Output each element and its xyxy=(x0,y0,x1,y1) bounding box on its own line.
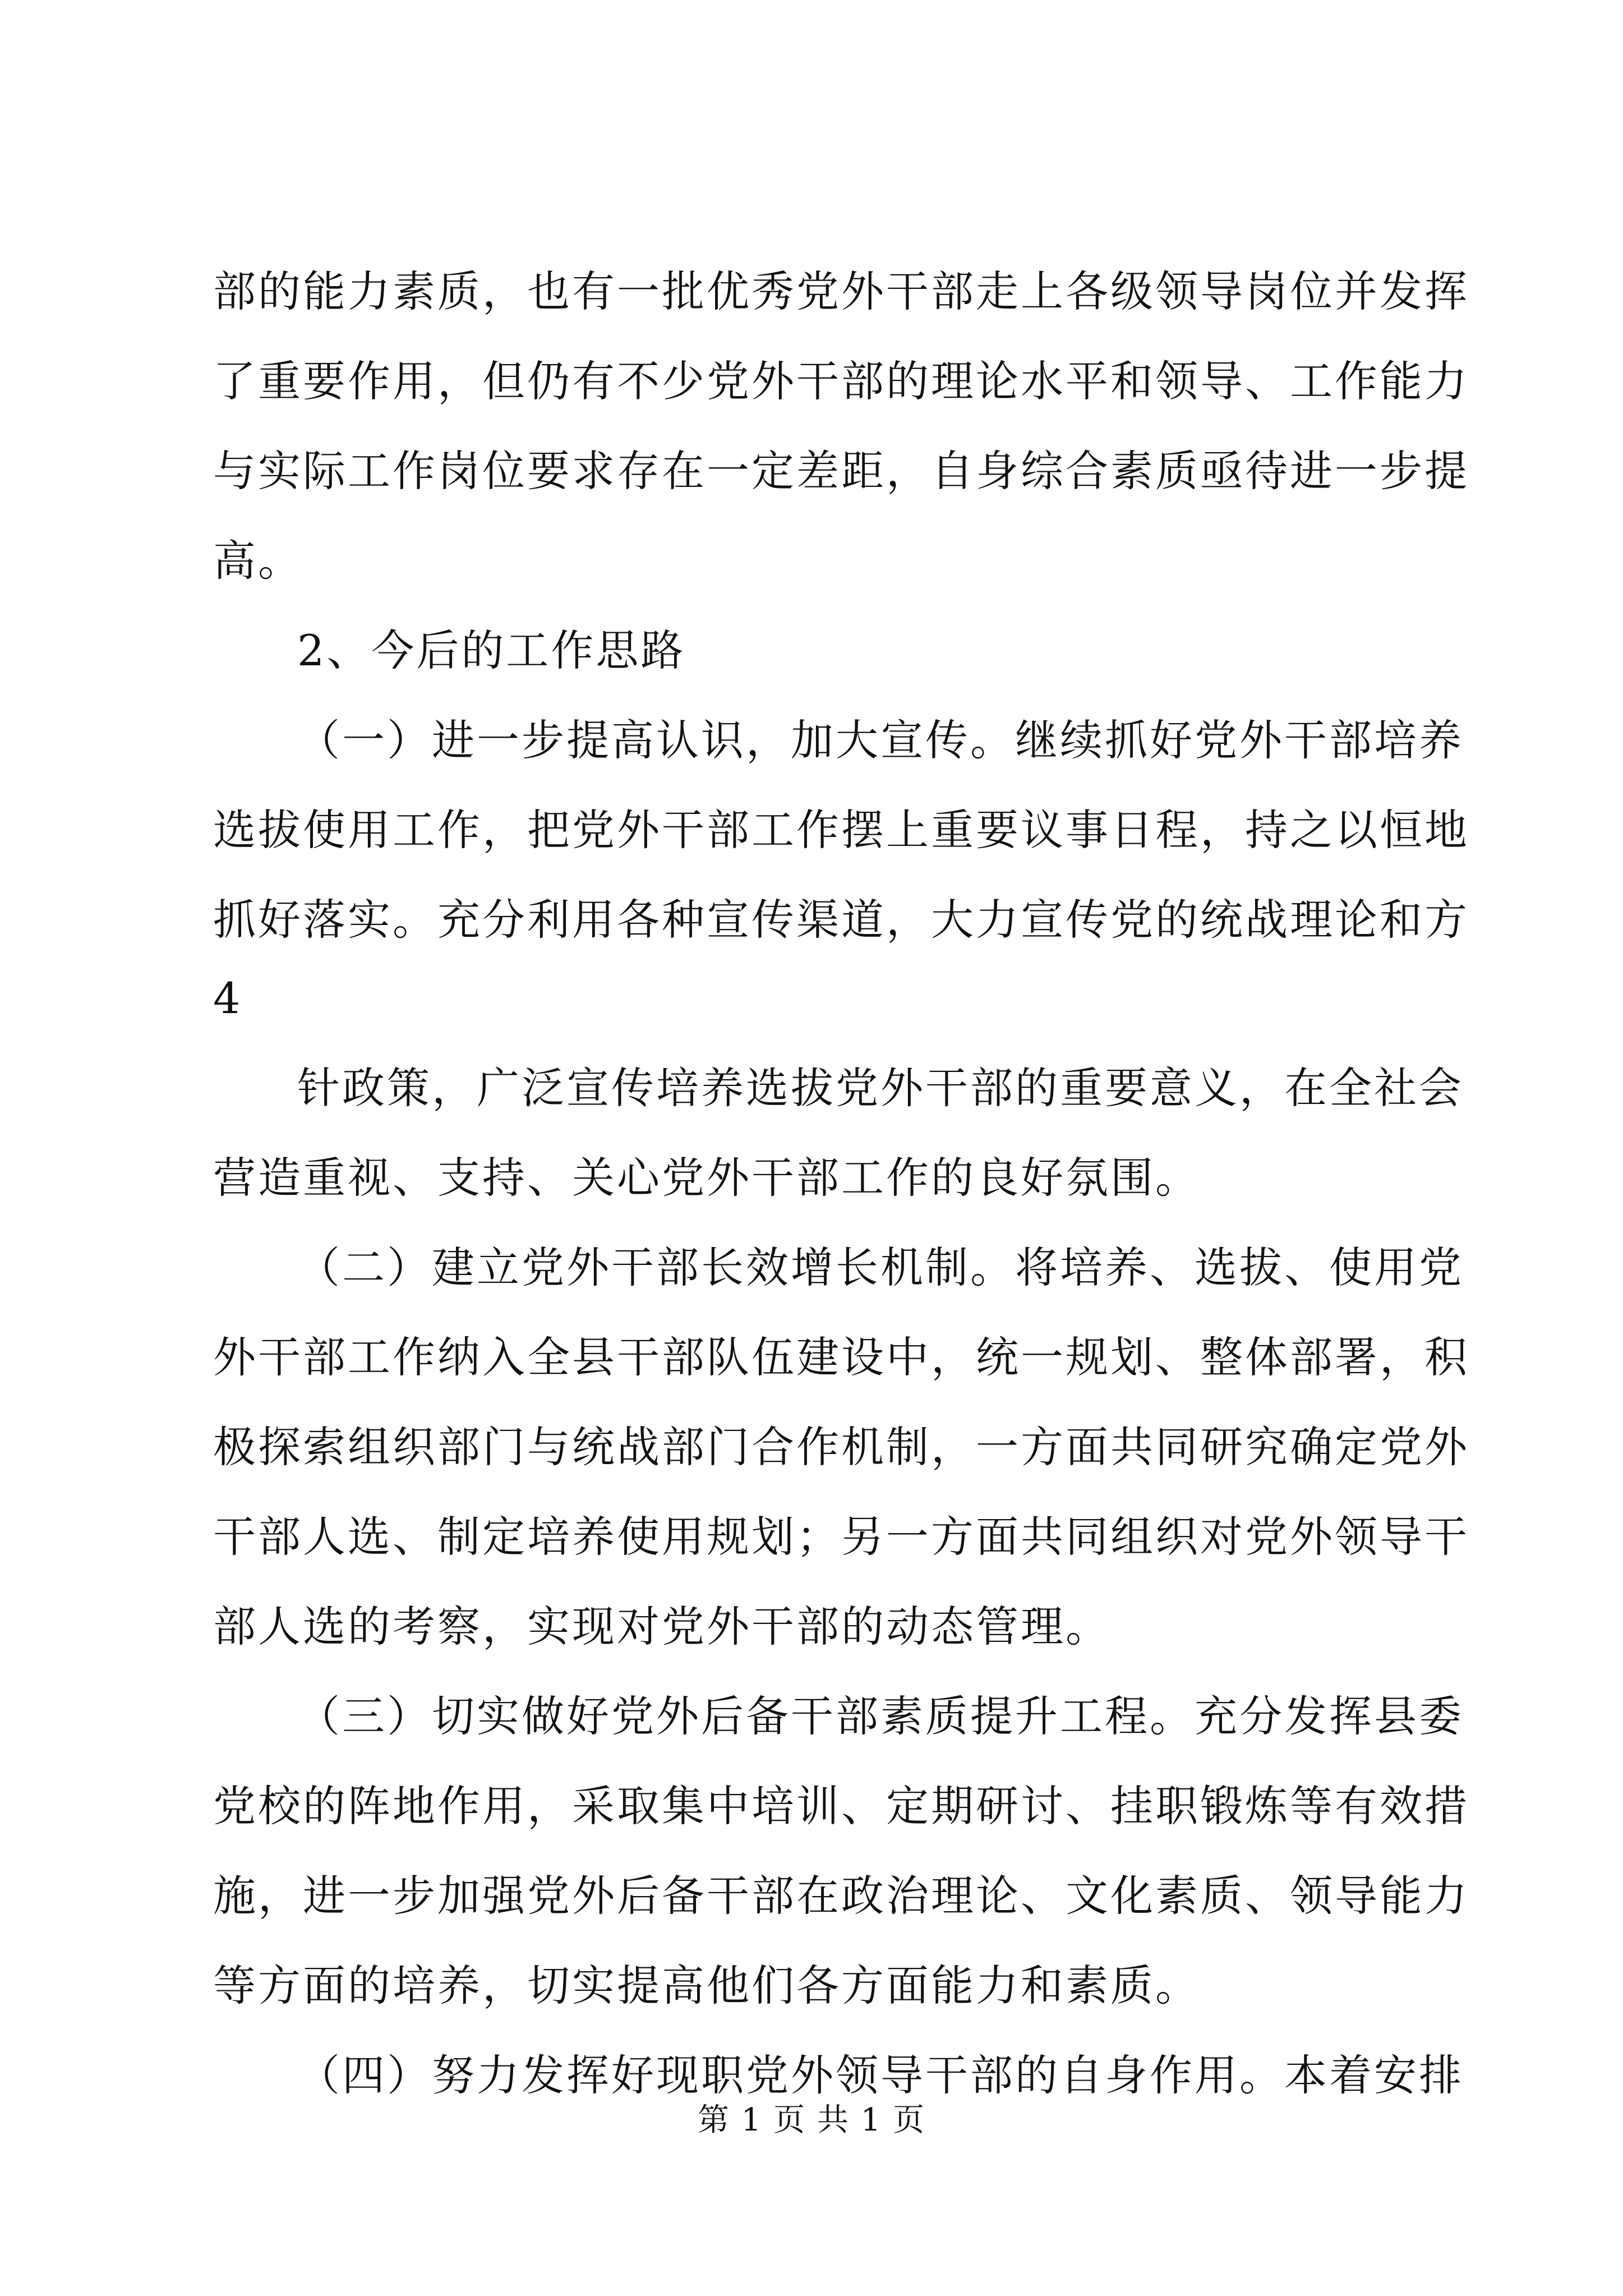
text-line: 营造重视、支持、关心党外干部工作的良好氛围。 xyxy=(213,1153,1200,1203)
text-line: 了重要作用，但仍有不少党外干部的理论水平和领导、工作能力 xyxy=(213,356,1469,406)
text-line: （二）建立党外干部长效增长机制。将培养、选拔、使用党 xyxy=(297,1243,1464,1292)
page-break-number: 4 xyxy=(213,973,243,1023)
page-footer: 第 1 页 共 1 页 xyxy=(697,2102,926,2138)
text-line: （四）努力发挥好现职党外领导干部的自身作用。本着安排 xyxy=(297,2050,1464,2100)
text-line: 施，进一步加强党外后备干部在政治理论、文化素质、领导能力 xyxy=(213,1871,1469,1921)
text-line: 部人选的考察，实现对党外干部的动态管理。 xyxy=(213,1602,1110,1651)
text-line: 干部人选、制定培养使用规划；另一方面共同组织对党外领导干 xyxy=(213,1512,1469,1562)
text-line: 党校的阵地作用，采取集中培训、定期研讨、挂职锻炼等有效措 xyxy=(213,1781,1469,1831)
text-line: 针政策，广泛宣传培养选拔党外干部的重要意义，在全社会 xyxy=(297,1063,1464,1113)
text-line: 抓好落实。充分利用各种宣传渠道，大力宣传党的统战理论和方 xyxy=(213,895,1469,945)
text-line: 外干部工作纳入全县干部队伍建设中，统一规划、整体部署，积 xyxy=(213,1332,1469,1382)
text-line: 与实际工作岗位要求存在一定差距，自身综合素质亟待进一步提 xyxy=(213,446,1469,496)
text-line: 等方面的培养，切实提高他们各方面能力和素质。 xyxy=(213,1961,1200,2010)
text-line: （三）切实做好党外后备干部素质提升工程。充分发挥县委 xyxy=(297,1691,1464,1741)
text-line: 高。 xyxy=(213,536,303,586)
text-line: 部的能力素质，也有一批优秀党外干部走上各级领导岗位并发挥 xyxy=(213,266,1469,316)
text-line: （一）进一步提高认识，加大宣传。继续抓好党外干部培养 xyxy=(297,715,1464,765)
text-line: 极探索组织部门与统战部门合作机制，一方面共同研究确定党外 xyxy=(213,1422,1469,1472)
text-line: 选拔使用工作，把党外干部工作摆上重要议事日程，持之以恒地 xyxy=(213,805,1469,855)
section-heading: 2、今后的工作思路 xyxy=(297,625,686,675)
